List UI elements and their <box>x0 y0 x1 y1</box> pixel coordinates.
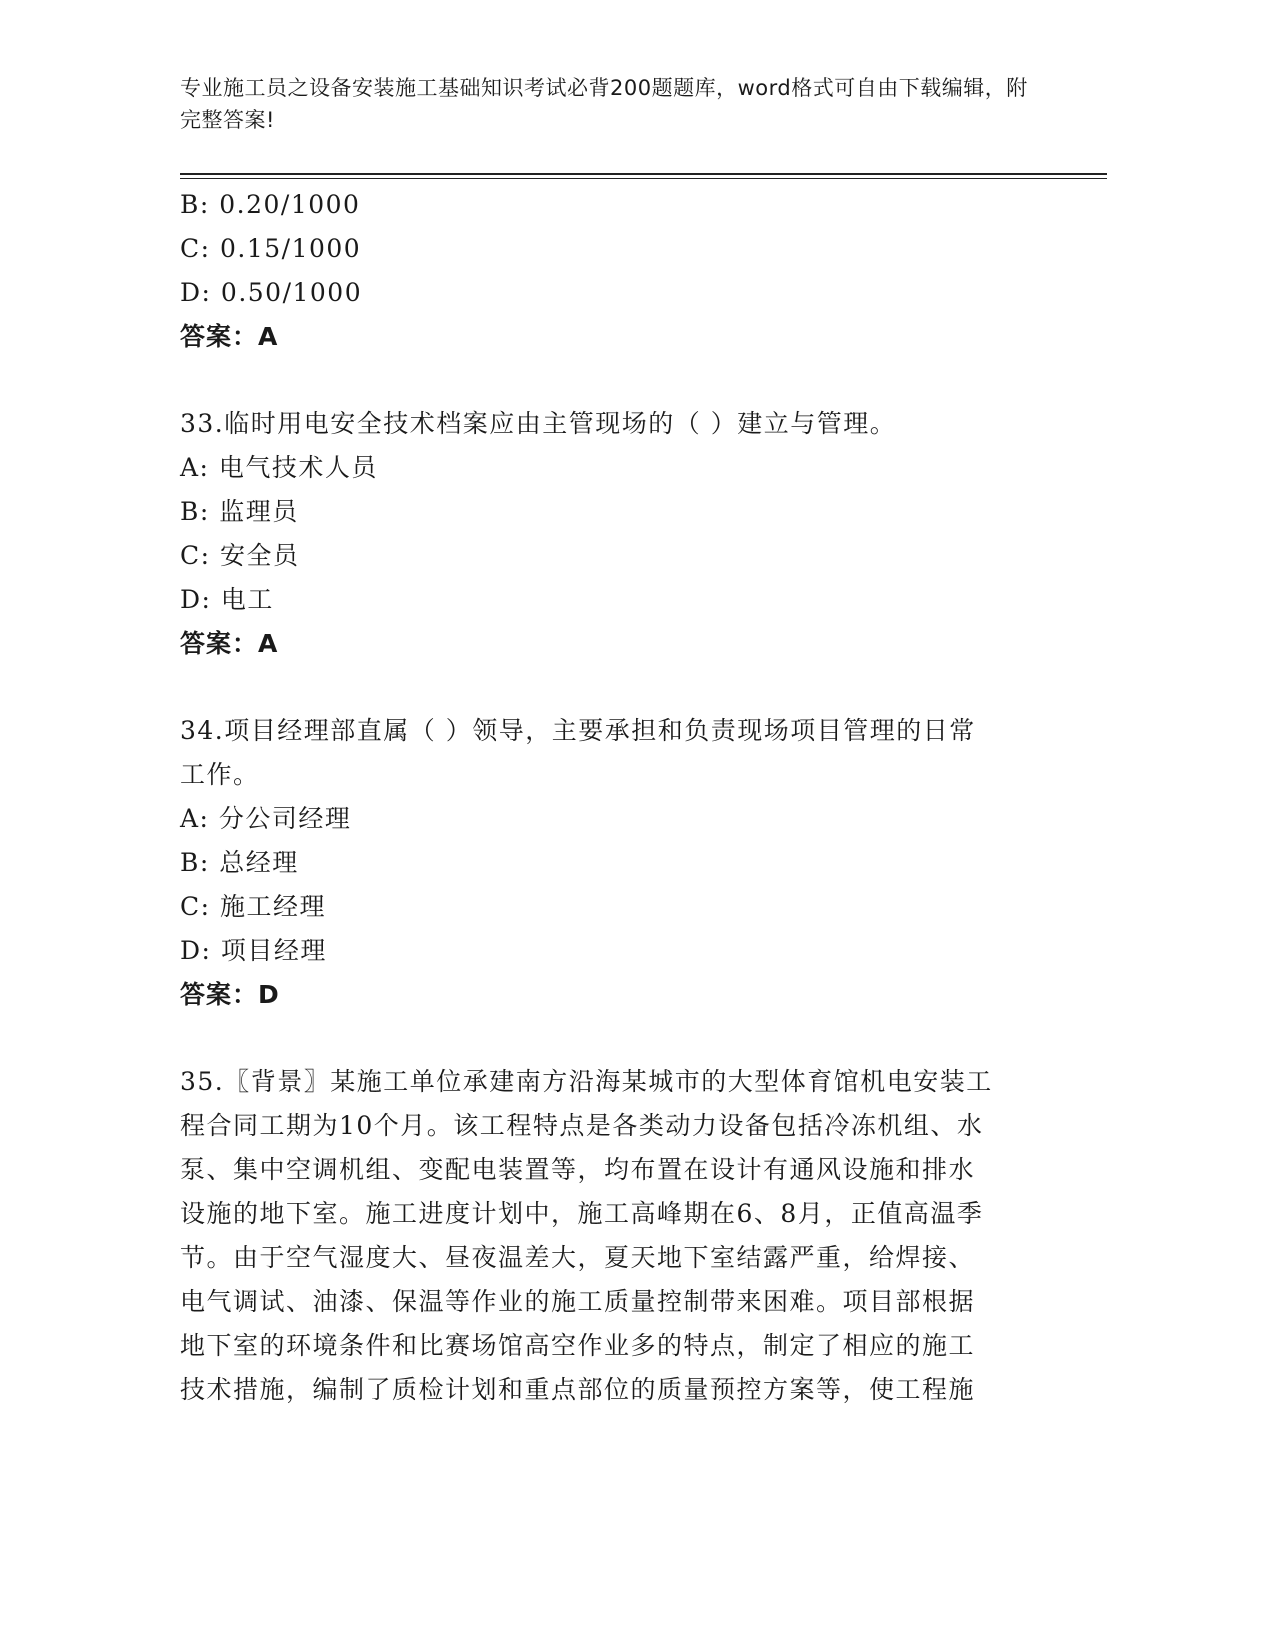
question-34-option-a: A: 分公司经理 <box>180 804 352 833</box>
question-35-line: 技术措施，编制了质检计划和重点部位的质量预控方案等，使工程施 <box>180 1375 976 1404</box>
option-b: B: 0.20/1000 <box>180 190 361 219</box>
header-title: 专业施工员之设备安装施工基础知识考试必背200题题库，word格式可自由下载编辑，附完整答案! <box>180 76 1028 132</box>
question-34-answer: 答案：D <box>180 980 280 1009</box>
question-34-option-b: B: 总经理 <box>180 848 299 877</box>
spacer <box>180 666 1030 709</box>
question-33-option-a: A: 电气技术人员 <box>180 453 378 482</box>
question-33-option-b: B: 监理员 <box>180 497 299 526</box>
question-33-option-c: C: 安全员 <box>180 541 300 570</box>
answer-label: 答案：A <box>180 322 279 351</box>
option-d: D: 0.50/1000 <box>180 278 363 307</box>
spacer <box>180 359 1030 402</box>
document-header <box>180 72 1040 136</box>
question-34-option-d: D: 项目经理 <box>180 936 327 965</box>
question-35-line: 设施的地下室。施工进度计划中，施工高峰期在6、8月，正值高温季 <box>180 1199 984 1228</box>
document-body <box>180 183 1030 1412</box>
option-c: C: 0.15/1000 <box>180 234 362 263</box>
question-34-stem-line1: 34.项目经理部直属（ ）领导，主要承担和负责现场项目管理的日常 <box>180 716 976 745</box>
question-33-option-d: D: 电工 <box>180 585 274 614</box>
question-35-line: 电气调试、油漆、保温等作业的施工质量控制带来困难。项目部根据 <box>180 1287 976 1316</box>
question-33-stem: 33.临时用电安全技术档案应由主管现场的（ ）建立与管理。 <box>180 409 897 438</box>
question-35-background <box>180 1060 1030 1412</box>
question-33-answer: 答案：A <box>180 629 279 658</box>
question-35-line: 35.〖背景〗某施工单位承建南方沿海某城市的大型体育馆机电安装工 <box>180 1067 993 1096</box>
header-divider-thick <box>180 173 1107 175</box>
question-35-line: 程合同工期为10个月。该工程特点是各类动力设备包括冷冻机组、水 <box>180 1111 984 1140</box>
spacer <box>180 1017 1030 1060</box>
question-34-option-c: C: 施工经理 <box>180 892 326 921</box>
question-35-line: 节。由于空气湿度大、昼夜温差大，夏天地下室结露严重，给焊接、 <box>180 1243 976 1272</box>
header-divider-thin <box>180 178 1107 179</box>
question-34-stem-line2: 工作。 <box>180 760 260 789</box>
question-35-line: 地下室的环境条件和比赛场馆高空作业多的特点，制定了相应的施工 <box>180 1331 976 1360</box>
question-35-line: 泵、集中空调机组、变配电装置等，均布置在设计有通风设施和排水 <box>180 1155 976 1184</box>
